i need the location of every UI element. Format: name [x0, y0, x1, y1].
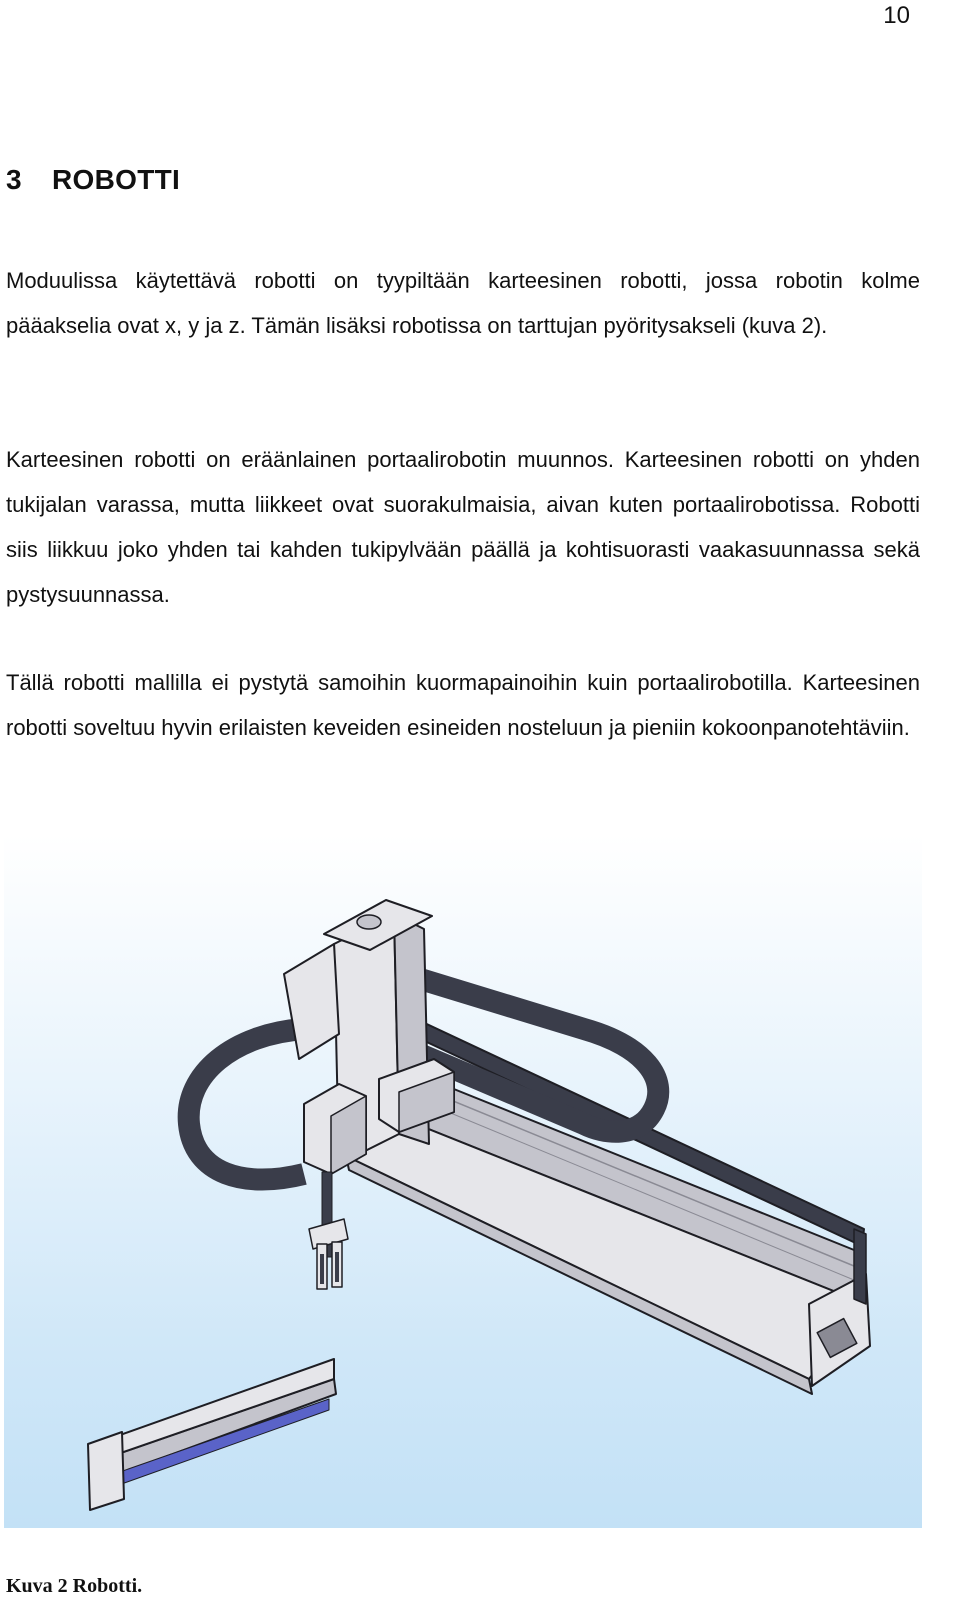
figure-caption: Kuva 2 Robotti. — [6, 1575, 143, 1597]
robot-drawing — [88, 900, 870, 1510]
section-heading — [6, 164, 180, 196]
gripper — [304, 1084, 366, 1289]
y-axis-arm — [88, 1359, 336, 1510]
paragraph-payload: Tällä robotti mallilla ei pystytä samoihin kuormapainoihin kuin portaalirobotilla. Karteesinen robotti soveltuu hyvin erilaisten keveiden esineiden nosteluun ja pieniin kokoonpanotehtäviin. — [6, 670, 920, 740]
section-title: ROBOTTI — [52, 164, 181, 195]
robot-figure — [4, 834, 922, 1528]
paragraph-intro: Moduulissa käytettävä robotti on tyypiltään karteesinen robotti, jossa robotin kolme pääakselia ovat x, y ja z. Tämän lisäksi robotissa on tarttujan pyöritysakseli (kuva 2). — [6, 268, 920, 338]
cartesian-robot-illustration — [4, 834, 922, 1528]
section-number: 3 — [6, 164, 22, 195]
paragraph-cartesian-robot: Karteesinen robotti on eräänlainen portaalirobotin muunnos. Karteesinen robotti on yhden tukijalan varassa, mutta liikkeet ovat suorakulmaisia, aivan kuten portaalirobotissa. Robotti siis liikkuu joko yhden tai kahden tukipylvään päällä ja kohtisuorasti vaakasuunnassa sekä pystysuunnassa. — [6, 447, 920, 607]
page-number: 10 — [883, 2, 910, 29]
